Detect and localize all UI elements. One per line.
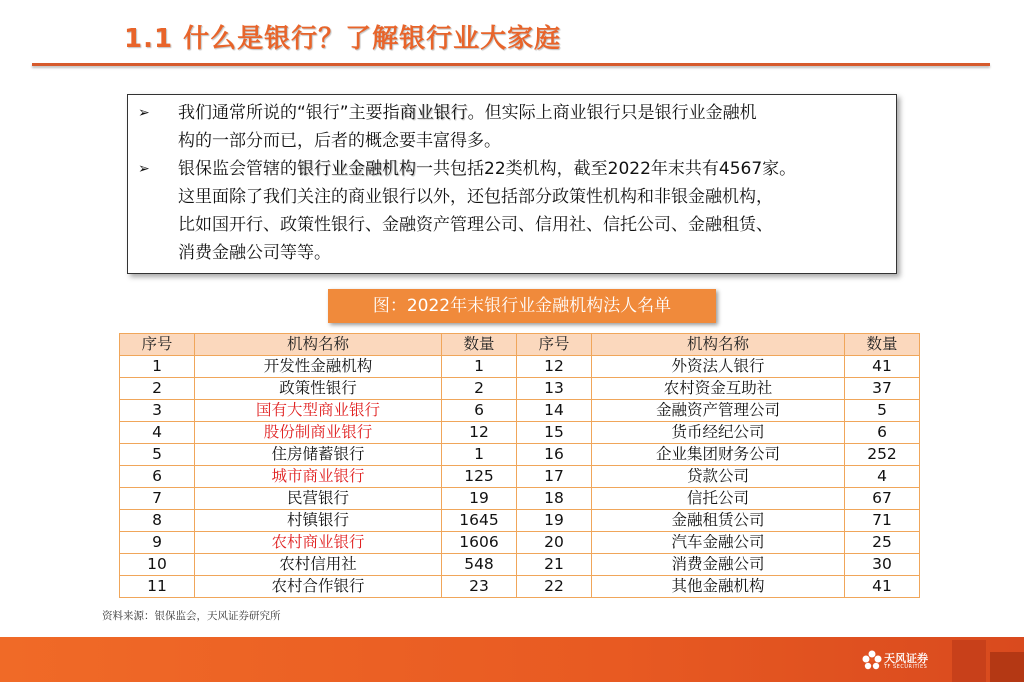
table-cell: 22 xyxy=(517,576,592,598)
table-cell: 农村商业银行 xyxy=(195,532,442,554)
table-cell: 25 xyxy=(845,532,920,554)
table-cell: 政策性银行 xyxy=(195,378,442,400)
table-row xyxy=(120,444,920,466)
table-header-row xyxy=(120,334,920,356)
table-cell: 3 xyxy=(120,400,195,422)
table-cell: 12 xyxy=(517,356,592,378)
table-cell: 41 xyxy=(845,576,920,598)
text-segment: 银保监会管辖的 xyxy=(178,159,297,179)
table-cell: 开发性金融机构 xyxy=(195,356,442,378)
table-cell: 城市商业银行 xyxy=(195,466,442,488)
column-header: 序号 xyxy=(120,334,195,356)
table-cell: 13 xyxy=(517,378,592,400)
table-cell: 548 xyxy=(442,554,517,576)
table-cell: 9 xyxy=(120,532,195,554)
table-row xyxy=(120,510,920,532)
table-cell: 37 xyxy=(845,378,920,400)
table-cell: 2 xyxy=(120,378,195,400)
bullet-line xyxy=(178,99,894,127)
bullet-line xyxy=(178,211,894,239)
table-cell: 6 xyxy=(845,422,920,444)
table-cell: 6 xyxy=(120,466,195,488)
column-header: 机构名称 xyxy=(195,334,442,356)
table-cell: 金融资产管理公司 xyxy=(592,400,845,422)
table-cell: 17 xyxy=(517,466,592,488)
table-row xyxy=(120,400,920,422)
bullet-line xyxy=(178,127,894,155)
table-cell: 11 xyxy=(120,576,195,598)
table-cell: 19 xyxy=(442,488,517,510)
text-segment: 。但实际上商业银行只是银行业金融机 xyxy=(467,103,757,123)
bullet-text xyxy=(178,99,894,155)
text-segment: 一共包括22类机构，截至2022年末共有4567家。 xyxy=(416,159,797,179)
bullet-arrow-icon: ➢ xyxy=(138,105,150,121)
table-cell: 企业集团财务公司 xyxy=(592,444,845,466)
table-cell: 67 xyxy=(845,488,920,510)
table-row xyxy=(120,488,920,510)
bullet-text xyxy=(178,155,894,267)
table-row xyxy=(120,532,920,554)
table-cell: 货币经纪公司 xyxy=(592,422,845,444)
text-segment: 构的一部分而已，后者的概念要丰富得多。 xyxy=(178,131,501,151)
table-row xyxy=(120,422,920,444)
table-cell: 21 xyxy=(517,554,592,576)
table-cell: 贷款公司 xyxy=(592,466,845,488)
table-cell: 1 xyxy=(442,444,517,466)
table-row xyxy=(120,554,920,576)
bullet-line xyxy=(178,155,894,183)
bullet-arrow-icon: ➢ xyxy=(138,161,150,177)
table-cell: 1 xyxy=(120,356,195,378)
title-divider xyxy=(32,63,990,66)
table-cell: 125 xyxy=(442,466,517,488)
table-row xyxy=(120,466,920,488)
table-cell: 股份制商业银行 xyxy=(195,422,442,444)
footer-decoration xyxy=(990,652,1024,682)
table-cell: 6 xyxy=(442,400,517,422)
table-cell: 农村信用社 xyxy=(195,554,442,576)
table-cell: 5 xyxy=(120,444,195,466)
table-cell: 252 xyxy=(845,444,920,466)
table-cell: 住房储蓄银行 xyxy=(195,444,442,466)
table-cell: 农村资金互助社 xyxy=(592,378,845,400)
logo-text: 天风证券 xyxy=(884,652,928,665)
table-row xyxy=(120,356,920,378)
table-cell: 金融租赁公司 xyxy=(592,510,845,532)
table-cell: 12 xyxy=(442,422,517,444)
table-cell: 14 xyxy=(517,400,592,422)
table-cell: 1645 xyxy=(442,510,517,532)
table-cell: 1 xyxy=(442,356,517,378)
table-cell: 其他金融机构 xyxy=(592,576,845,598)
column-header: 数量 xyxy=(442,334,517,356)
table-cell: 国有大型商业银行 xyxy=(195,400,442,422)
bullet-line xyxy=(178,239,894,267)
company-logo xyxy=(862,648,952,674)
table-cell: 41 xyxy=(845,356,920,378)
table-cell: 民营银行 xyxy=(195,488,442,510)
table-cell: 16 xyxy=(517,444,592,466)
flower-logo-icon xyxy=(862,649,882,673)
highlighted-term: 商业银行 xyxy=(399,103,468,123)
logo-subtext: TF SECURITIES xyxy=(884,664,928,670)
table-cell: 18 xyxy=(517,488,592,510)
source-note: 资料来源：银保监会，天风证券研究所 xyxy=(102,610,281,622)
table-row xyxy=(120,378,920,400)
table-cell: 外资法人银行 xyxy=(592,356,845,378)
table-cell: 71 xyxy=(845,510,920,532)
table-cell: 15 xyxy=(517,422,592,444)
table-cell: 消费金融公司 xyxy=(592,554,845,576)
table-cell: 村镇银行 xyxy=(195,510,442,532)
table-cell: 23 xyxy=(442,576,517,598)
column-header: 机构名称 xyxy=(592,334,845,356)
footer-decoration xyxy=(952,640,986,682)
table-cell: 10 xyxy=(120,554,195,576)
table-cell: 信托公司 xyxy=(592,488,845,510)
column-header: 数量 xyxy=(845,334,920,356)
table-cell: 农村合作银行 xyxy=(195,576,442,598)
table-cell: 4 xyxy=(845,466,920,488)
table-cell: 8 xyxy=(120,510,195,532)
table-caption: 图：2022年末银行业金融机构法人名单 xyxy=(328,289,716,323)
table-cell: 4 xyxy=(120,422,195,444)
institutions-table xyxy=(119,333,920,598)
intro-textbox xyxy=(127,94,897,274)
text-segment: 这里面除了我们关注的商业银行以外，还包括部分政策性机构和非银金融机构， xyxy=(178,187,773,207)
highlighted-term: 银行业金融机构 xyxy=(297,159,416,179)
table-row xyxy=(120,576,920,598)
table-cell: 2 xyxy=(442,378,517,400)
text-segment: 我们通常所说的“银行”主要指 xyxy=(178,103,400,123)
table-cell: 30 xyxy=(845,554,920,576)
bullet-line xyxy=(178,183,894,211)
table-cell: 19 xyxy=(517,510,592,532)
table-cell: 7 xyxy=(120,488,195,510)
table-cell: 20 xyxy=(517,532,592,554)
page-title: 1.1 什么是银行？了解银行业大家庭 xyxy=(124,24,562,54)
text-segment: 比如国开行、政策性银行、金融资产管理公司、信用社、信托公司、金融租赁、 xyxy=(178,215,773,235)
column-header: 序号 xyxy=(517,334,592,356)
text-segment: 消费金融公司等等。 xyxy=(178,243,331,263)
table-cell: 5 xyxy=(845,400,920,422)
table-cell: 1606 xyxy=(442,532,517,554)
table-cell: 汽车金融公司 xyxy=(592,532,845,554)
